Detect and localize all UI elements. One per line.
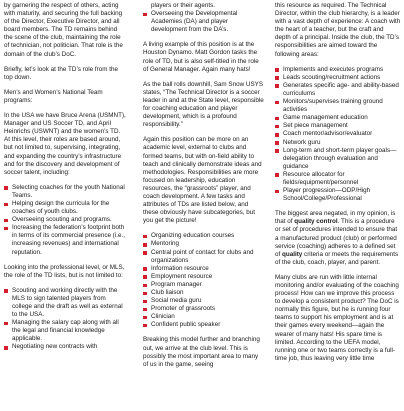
list-item: Negotiating new contracts with xyxy=(4,343,126,351)
text-column-1 xyxy=(4,2,126,359)
bullet-icon xyxy=(143,292,147,296)
list-item: Game management education xyxy=(275,114,401,122)
paragraph-intro: by garnering the respect of others, acting with maturity, and securing the full backing of the Director, Executive Director, and all board members. The TD remains behind the scene of the club, maintaining the role of technician, not politician. That role is the domain of the club’s DoC. xyxy=(4,2,123,58)
emphasis-quality: quality xyxy=(282,250,303,258)
paragraph-mls: Looking into the professional level, or MLS, the role of the TD lists, but is not limited to: xyxy=(4,263,125,279)
bullet-icon xyxy=(275,173,279,177)
emphasis-quality-control: quality control xyxy=(294,218,338,226)
bullet-icon xyxy=(275,76,279,80)
list-item: Information resource xyxy=(143,265,265,273)
paragraph-quality-control: The biggest area negated, in my opinion, is that of quality control. This is a procedure or set of procedures intended to ensure that a manufactured product (club) or performed service (coaching) adheres to a defined set of quality criteria or meets the requirements of the club, coach, player, and parent. xyxy=(275,210,399,266)
paragraph-living-example: A living example of this position is at the Houston Dynamo. Matt Gordon tasks the role of TD, but is also self-titled in the role of General Manager. Again many hats! xyxy=(143,41,259,73)
bullet-icon xyxy=(275,84,279,88)
list-item: Long-term and short-term player goals—delegation through evaluation and guidance xyxy=(275,147,401,171)
club-td-responsibilities-list xyxy=(275,66,401,204)
list-item-continuation: players or their agents. xyxy=(151,2,216,9)
text-column-3 xyxy=(275,2,401,363)
bullet-icon xyxy=(275,117,279,121)
paragraph-again: Again this position can be more on an academic level, external to clubs and formed teams, but with on-field ability to teach and clinically demonstrate ideas and methodologies. Responsibilities are more focused on leadership, education resources, the “grassroots” player, and coach development. A few tasks and attributes of TDs are listed below, and these obviously have subcategories, but you get the picture! xyxy=(143,136,262,225)
list-item: Scouting and working directly with the MLS to sign talented players from college and the draft as well as external to the USA. xyxy=(4,287,126,319)
list-item: Player progression—ODP/High School/College/Professional xyxy=(275,187,401,203)
list-item: Coach mentor/advisor/evaluator xyxy=(275,130,401,138)
bullet-icon xyxy=(143,235,147,239)
list-item: Increasing the federation’s footprint both in terms of its commercial presence (i.e., increasing revenues) and international reputation. xyxy=(4,224,126,256)
bullet-icon xyxy=(143,13,147,17)
paragraph-resource: this resource as required. The Technical Director, within the club hierarchy, is a leader with a vast depth of experience: A coach with the heart of a teacher, but the craft and depth of a principal. Inside the club, the TD’s responsibilities are aimed toward the following areas: xyxy=(275,2,401,58)
list-item: Organizing education courses xyxy=(143,232,265,240)
bullet-icon xyxy=(4,227,8,231)
bullet-icon xyxy=(4,346,8,350)
bullet-icon xyxy=(143,308,147,312)
list-item: Clinician xyxy=(143,313,265,321)
list-item: Selecting coaches for the youth National Teams. xyxy=(4,184,126,200)
list-item: Promoter of grassroots xyxy=(143,305,265,313)
list-item: Helping design the curricula for the coaches of youth clubs. xyxy=(4,200,126,216)
list-item: Program manager xyxy=(143,281,265,289)
list-item: Resource allocator for fields/equipment/personnel xyxy=(275,171,401,187)
list-item: Social media guru xyxy=(143,297,265,305)
bullet-icon xyxy=(143,324,147,328)
list-item: Mentoring xyxy=(143,240,265,248)
bullet-icon xyxy=(4,186,8,190)
list-item: Monitors/supervises training ground activities xyxy=(275,98,401,114)
list-item: Confident public speaker xyxy=(143,321,265,329)
mls-tasks-list-continued xyxy=(143,2,265,34)
mls-tasks-list xyxy=(4,287,126,352)
list-item: Employment resource xyxy=(143,273,265,281)
list-item: Club liaison xyxy=(143,289,265,297)
paragraph-many-clubs: Many clubs are run with little internal monitoring and/or evaluating of the coaching process! How can we improve this process to develop a consistent product? The DoC is normally this figure, but he is running four teams to support his employment and is at their games every weekend—again the wearer of many hats! His spare time is limited. According to the UEFA model, running one or two teams correctly is a full-time job, thus leaving very little time xyxy=(275,273,399,362)
bullet-icon xyxy=(275,141,279,145)
td-attributes-list xyxy=(143,232,265,329)
list-item: Generates specific age- and ability-based curriculums xyxy=(275,82,401,98)
national-tasks-list xyxy=(4,184,126,257)
bullet-icon xyxy=(143,275,147,279)
list-item: Implements and executes programs xyxy=(275,66,401,74)
list-item: Overseeing the Developmental Academies (DA) and player development from the DA’s. xyxy=(143,10,265,34)
list-item: Network guru xyxy=(275,139,401,147)
bullet-icon xyxy=(275,68,279,72)
bullet-icon xyxy=(4,322,8,326)
bullet-icon xyxy=(275,133,279,137)
paragraph-breaking: Breaking this model further and branching out, we arrive at the club level. This is possibly the most important area to many of us in the game, seeing xyxy=(143,336,260,368)
bullet-icon xyxy=(143,284,147,288)
list-item: Overseeing scouting and programs. xyxy=(4,216,126,224)
paragraph-briefly: Briefly, let’s look at the TD’s role from the top down. xyxy=(4,65,118,81)
bullet-icon xyxy=(4,289,8,293)
paragraph-ball-rolls: As the ball rolls downhill, Sam Snow USYS states, “The Technical Director is a soccer leader in and at the State level, responsible for coaching education and player development, which is a profound responsibility.” xyxy=(143,80,264,129)
text-column-2 xyxy=(143,2,265,369)
bullet-icon xyxy=(275,190,279,194)
list-item: Managing the salary cap along with all the legal and financial knowledge applicable. xyxy=(4,319,126,343)
bullet-icon xyxy=(4,219,8,223)
bullet-icon xyxy=(275,125,279,129)
bullet-icon xyxy=(275,101,279,105)
bullet-icon xyxy=(143,251,147,255)
list-item: Leads scouting/recruitment actions xyxy=(275,74,401,82)
list-item: Central point of contact for clubs and organizations xyxy=(143,249,265,265)
list-item: Set piece management xyxy=(275,122,401,130)
bullet-icon xyxy=(143,243,147,247)
bullet-icon xyxy=(143,300,147,304)
bullet-icon xyxy=(143,267,147,271)
bullet-icon xyxy=(275,149,279,153)
paragraph-national-teams: Men’s and Women’s National Team programs: xyxy=(4,88,103,104)
paragraph-usa: In the USA we have Bruce Arena (USMNT), Manager and US Soccer TD, and April Heinrichs (USWNT) and the women’s TD. At this level, their roles are based around, but not limited to, supervising, integrating, and expanding the country’s infrastructure and for the discovery and development of soccer talent, including: xyxy=(4,112,126,176)
bullet-icon xyxy=(143,316,147,320)
bullet-icon xyxy=(4,203,8,207)
